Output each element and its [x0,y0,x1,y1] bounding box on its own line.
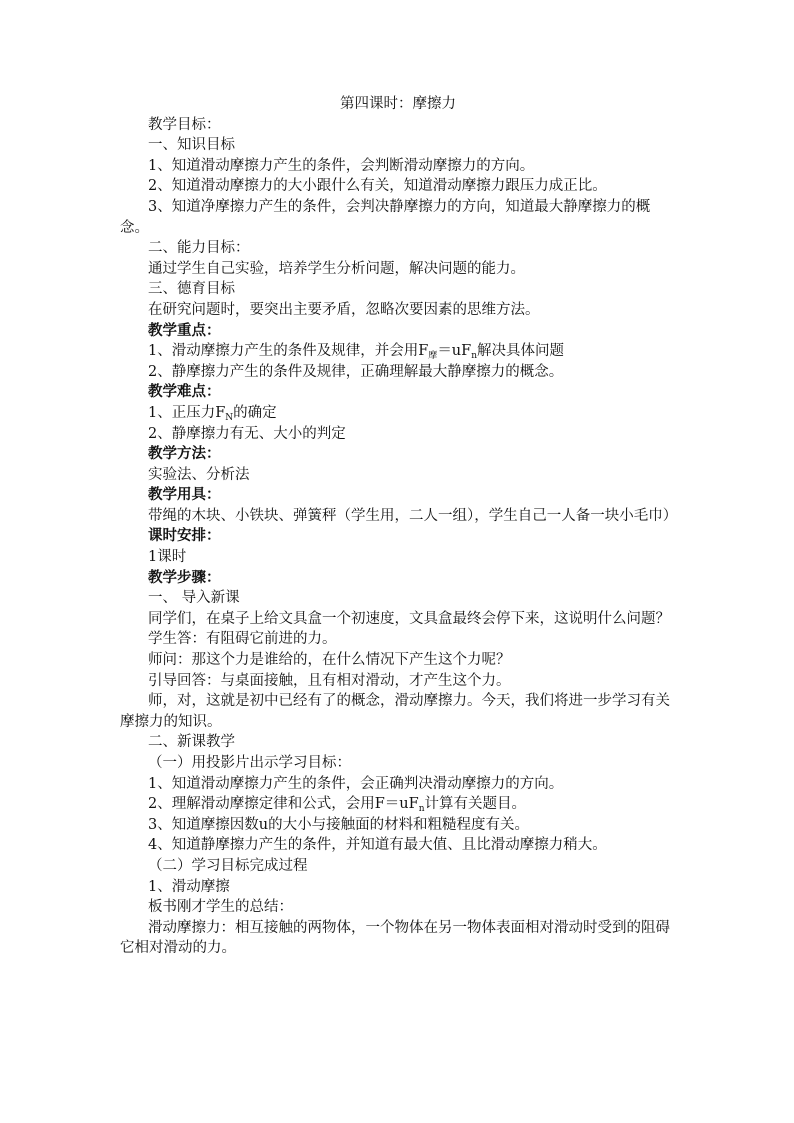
key-point-1-subscript-1: 摩 [428,351,438,362]
document-page [120,94,676,959]
difficulty-1-text-a: 1、正压力F [148,404,226,421]
ability-heading: 二、能力目标： [148,240,250,257]
intro-text: 同学们，在桌子上给文具盒一个初速度，文具盒最终会停下来，这说明什么问题？ [148,610,670,627]
key-point-1-text-a: 1、滑动摩擦力产生的条件及规律，并会用F [148,343,429,360]
new-lesson-heading: 二、新课教学 [148,734,235,751]
learning-goal-2-subscript: n [418,804,425,815]
page-title: 第四课时：摩擦力 [340,96,456,112]
learning-goal-2-text-a: 2、理解滑动摩擦定律和公式，会用F＝uF [148,796,419,813]
difficulty-1-subscript: N [225,412,234,423]
learning-goal-3: 3、知道摩擦因数u的大小与接触面的材料和粗糙程度有关。 [148,816,530,833]
knowledge-heading: 一、知识目标 [148,137,235,154]
goals-heading: 教学目标： [148,116,221,133]
method-text: 实验法、分析法 [148,466,250,483]
projection-heading: （一）用投影片出示学习目标： [148,755,351,771]
moral-heading: 三、德育目标 [148,281,235,298]
difficulty-2: 2、静摩擦力有无、大小的判定 [148,425,346,442]
schedule-text: 1课时 [148,549,187,566]
difficulty-heading: 教学难点： [148,383,221,401]
sliding-friction-heading: 1、滑动摩擦 [148,878,230,895]
teacher-statement: 师，对，这就是初中已经有了的概念，滑动摩擦力。今天，我们将进一步学习有关摩擦力的知识。 [120,693,670,730]
student-answer: 学生答：有阻碍它前进的力。 [148,631,337,648]
tools-heading: 教学用具： [148,486,221,504]
key-point-1 [120,341,676,362]
steps-heading: 教学步骤： [148,568,221,586]
teacher-question: 师问：那这个力是谁给的，在什么情况下产生这个力呢？ [148,652,511,669]
intro-heading: 一、 导入新课 [148,590,240,607]
moral-text: 在研究问题时，要突出主要矛盾，忽略次要因素的思维方法。 [148,301,540,318]
learning-goal-2-text-b: 计算有关题目。 [424,796,526,813]
key-points-heading: 教学重点： [148,321,221,339]
knowledge-item-3: 3、知道净摩擦力产生的条件，会判决静摩擦力的方向，知道最大静摩擦力的概念。 [120,198,651,236]
schedule-heading: 课时安排： [148,527,221,545]
learning-goal-1: 1、知道滑动摩擦力产生的条件，会正确判决滑动摩擦力的方向。 [148,775,564,792]
knowledge-item-2: 2、知道滑动摩擦力的大小跟什么有关，知道滑动摩擦力跟压力成正比。 [148,178,607,195]
definition-text: 滑动摩擦力：相互接触的两物体，一个物体在另一物体表面相对滑动时受到的阻碍它相对滑动的力。 [120,919,670,957]
difficulty-1-text-b: 的确定 [233,404,277,421]
ability-text: 通过学生自己实验，培养学生分析问题，解决问题的能力。 [148,260,525,277]
board-note: 板书刚才学生的总结： [148,899,293,916]
learning-goal-4: 4、知道静摩擦力产生的条件，并知道有最大值、且比滑动摩擦力稍大。 [148,837,607,854]
key-point-1-text-b: ＝uF [437,343,472,360]
key-point-1-text-c: 解决具体问题 [477,343,565,360]
key-point-1-subscript-2: n [471,351,478,362]
tools-text: 带绳的木块、小铁块、弹簧秤（学生用，二人一组），学生自己一人备一块小毛巾） [148,507,678,524]
process-heading: （二）学习目标完成过程 [148,857,308,874]
key-point-2: 2、静摩擦力产生的条件及规律，正确理解最大静摩擦力的概念。 [148,363,564,380]
guided-answer: 引导回答：与桌面接触，且有相对滑动，才产生这个力。 [148,672,511,689]
difficulty-1 [120,403,676,424]
knowledge-item-1: 1、知道滑动摩擦力产生的条件，会判断滑动摩擦力的方向。 [148,157,535,174]
method-heading: 教学方法： [148,445,221,463]
learning-goal-2 [120,794,676,815]
